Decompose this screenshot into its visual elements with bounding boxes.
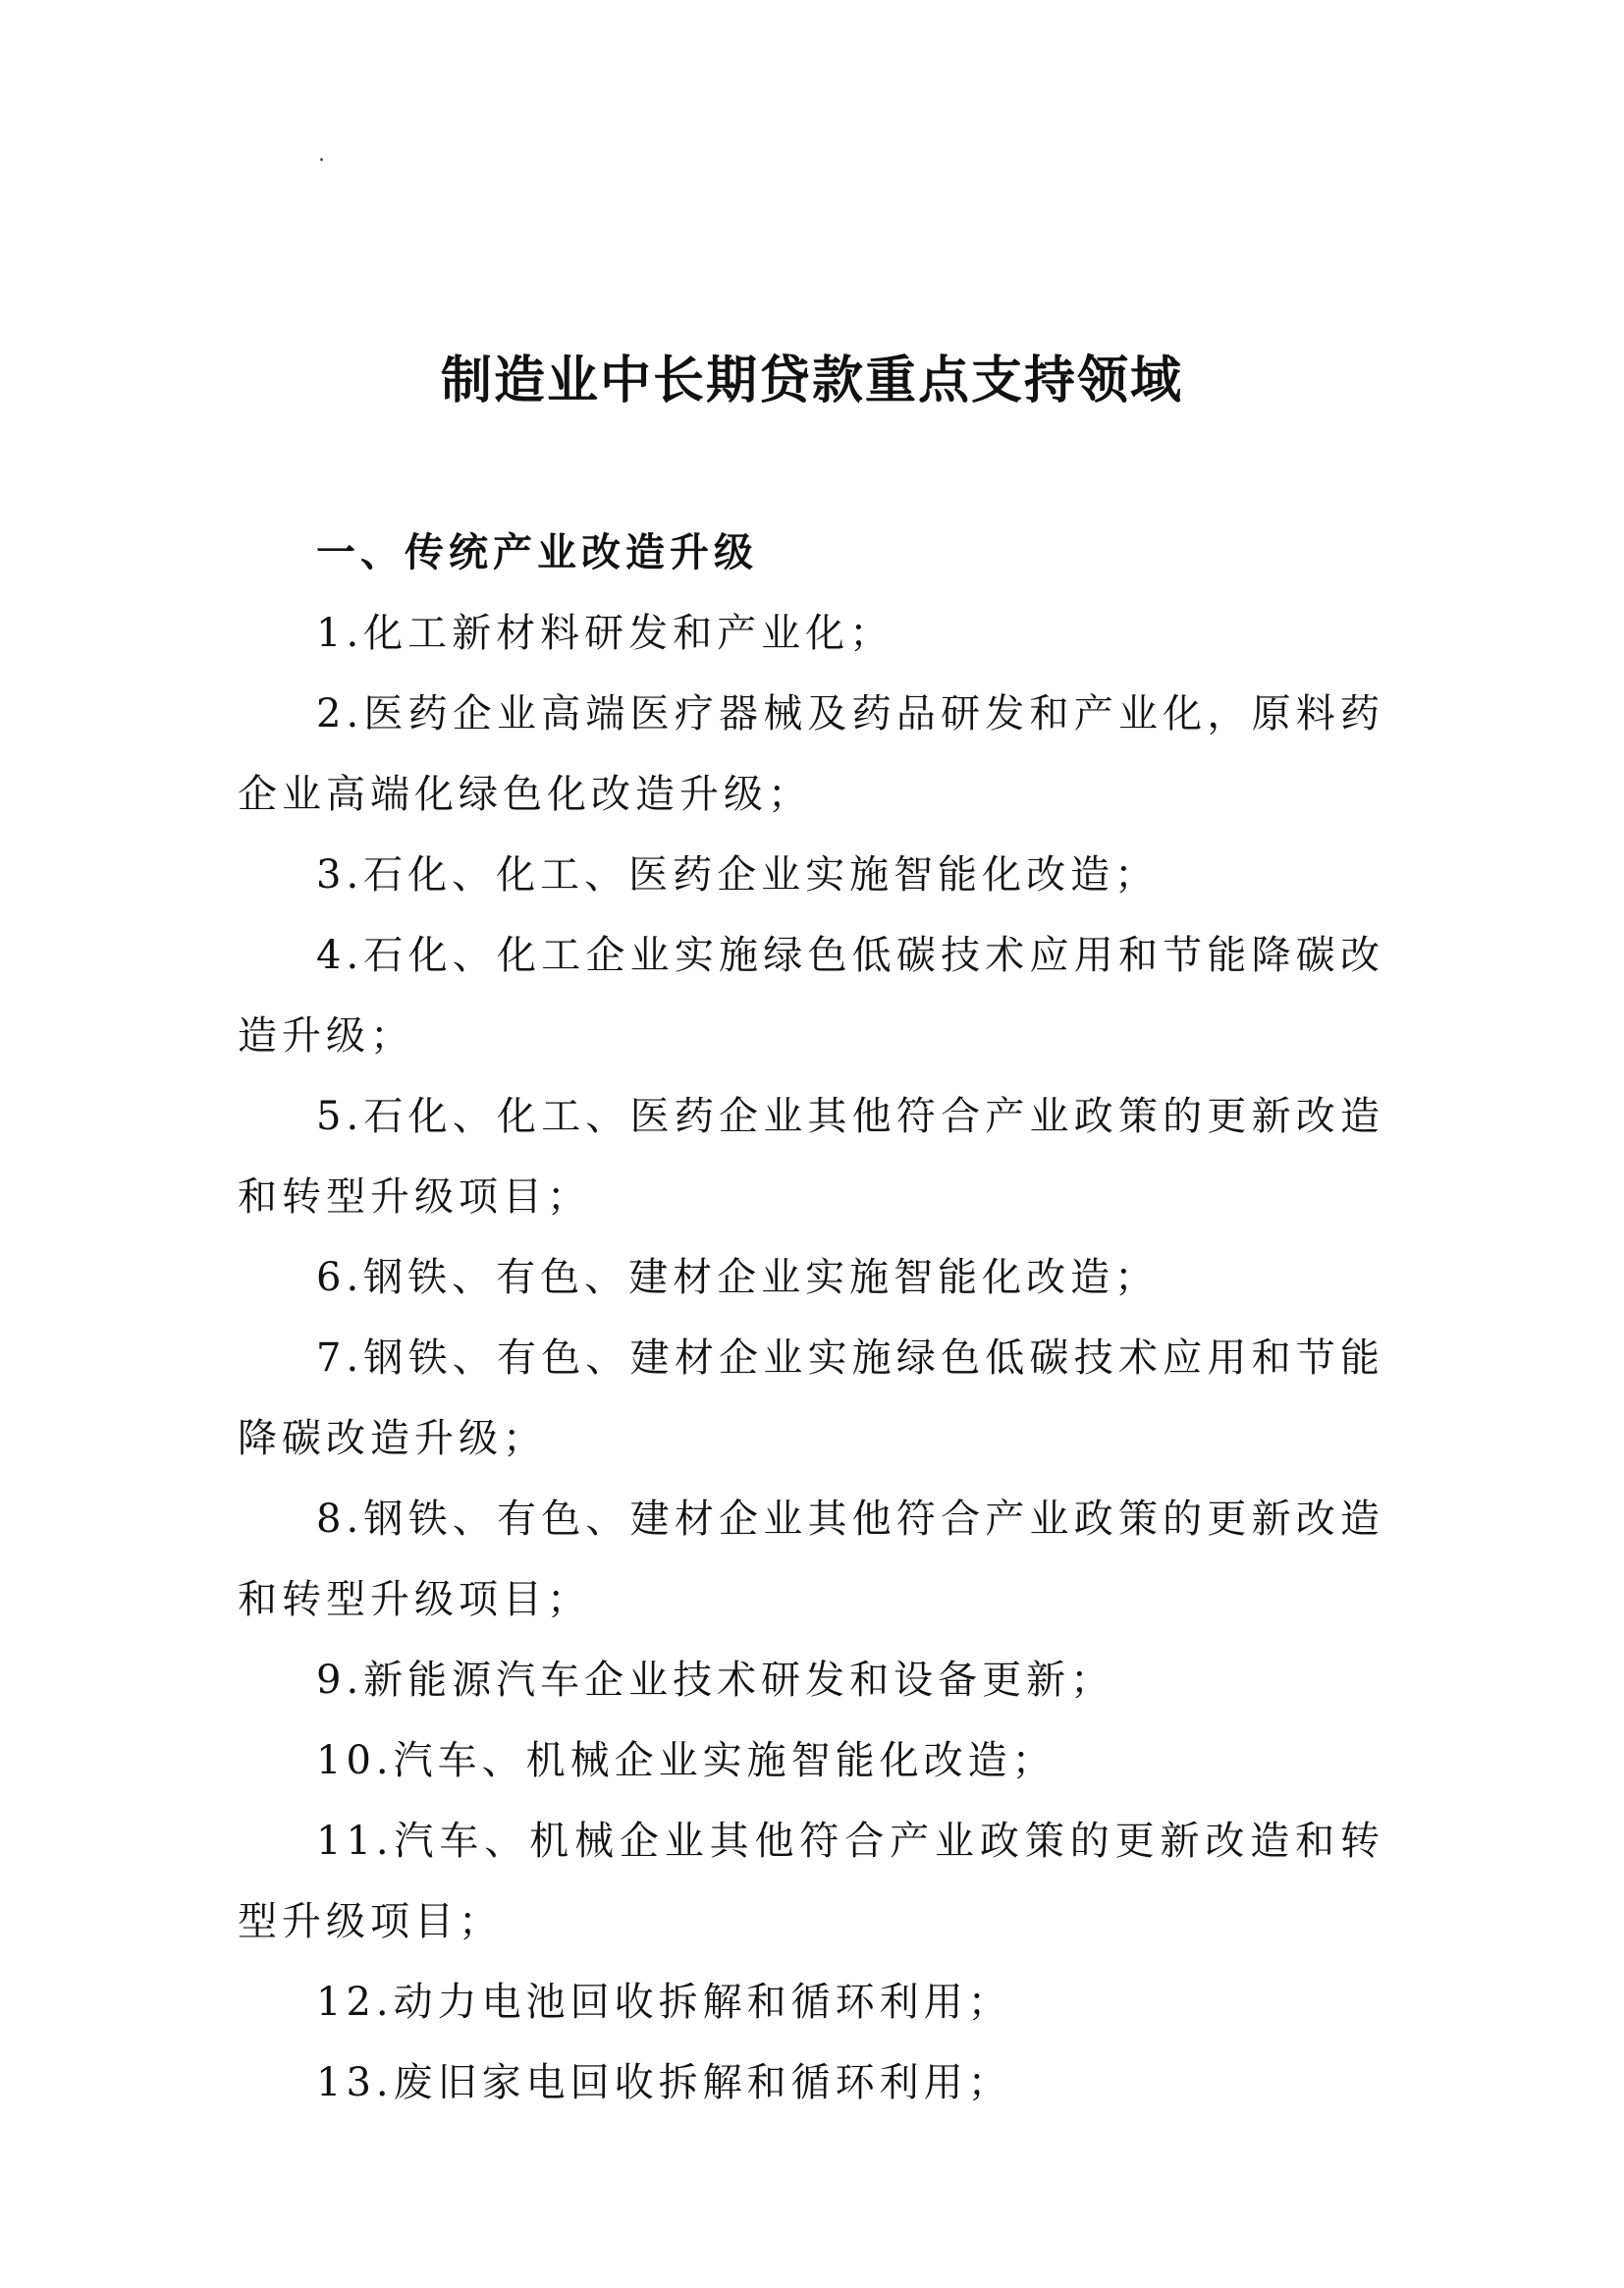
list-item: 3.石化、化工、医药企业实施智能化改造； [316, 852, 1160, 898]
document-title: 制造业中长期贷款重点支持领域 [440, 351, 1183, 410]
document-body [238, 513, 1384, 2123]
list-item: 13.废旧家电回收拆解和循环利用； [316, 2060, 1012, 2105]
list-item: 11.汽车、机械企业其他符合产业政策的更新改造和转型升级项目； [238, 1819, 1384, 1944]
list-item: 4.石化、化工企业实施绿色低碳技术应用和节能降碳改造升级； [238, 933, 1384, 1059]
list-item: 9.新能源汽车企业技术研发和设备更新； [316, 1658, 1115, 1703]
list-item: 7.钢铁、有色、建材企业实施绿色低碳技术应用和节能降碳改造升级； [238, 1335, 1384, 1461]
scan-speck [320, 158, 323, 161]
list-item: 2.医药企业高端医疗器械及药品研发和产业化，原料药企业高端化绿色化改造升级； [238, 691, 1384, 817]
list-item: 1.化工新材料研发和产业化； [316, 611, 894, 656]
list-item: 6.钢铁、有色、建材企业实施智能化改造； [316, 1255, 1160, 1300]
list-item: 10.汽车、机械企业实施智能化改造； [316, 1738, 1056, 1783]
list-item: 8.钢铁、有色、建材企业其他符合产业政策的更新改造和转型升级项目； [238, 1497, 1384, 1622]
list-item: 12.动力电池回收拆解和循环利用； [316, 1980, 1012, 2025]
section-heading: 一、传统产业改造升级 [316, 529, 758, 575]
list-item: 5.石化、化工、医药企业其他符合产业政策的更新改造和转型升级项目； [238, 1094, 1384, 1220]
